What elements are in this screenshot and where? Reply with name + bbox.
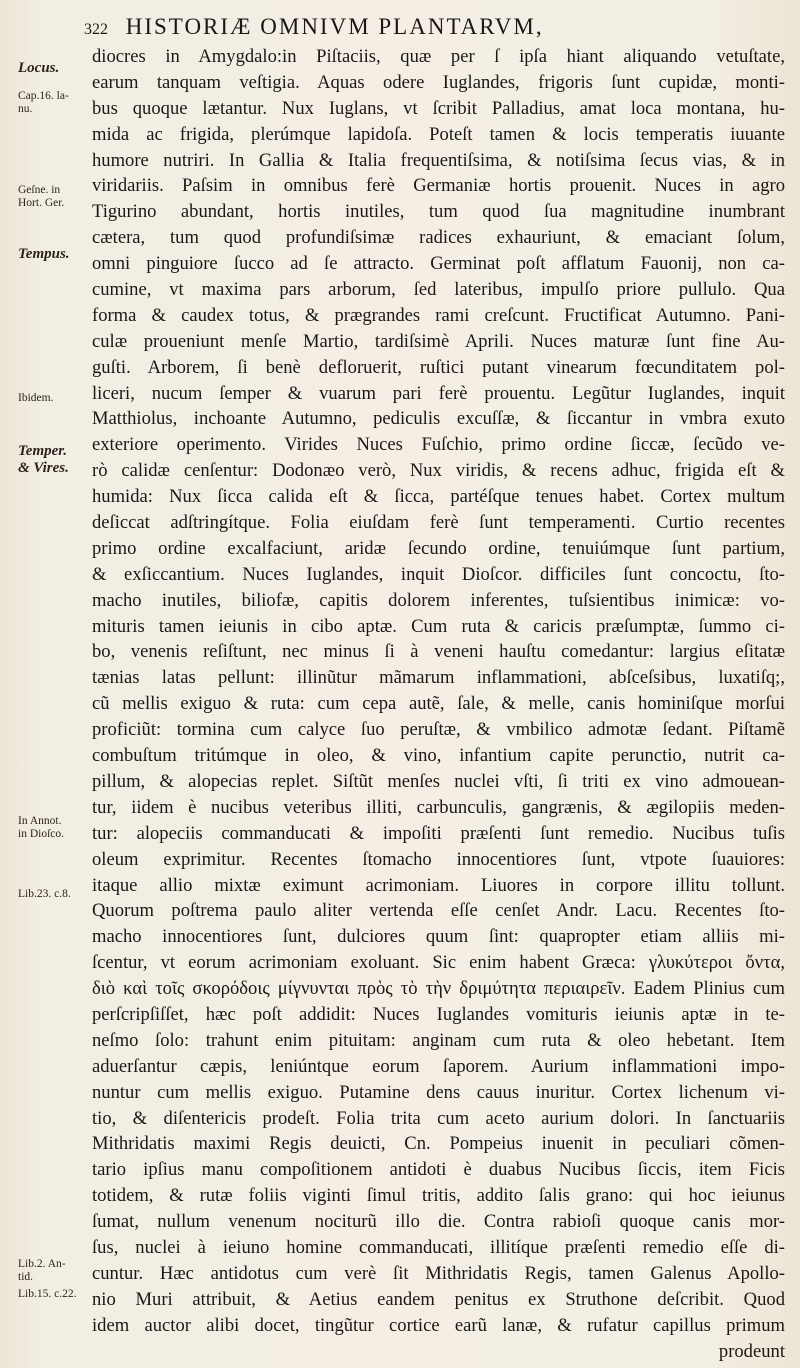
text-line: Matthiolus, inchoante Autumno, pediculis excuſſæ, & ſiccantur in vmbra exuto xyxy=(92,408,785,430)
running-header xyxy=(84,14,784,44)
marginal-note: Locus. xyxy=(18,60,60,76)
body-text xyxy=(92,44,785,1364)
marginal-note: In Annot. in Dioſco. xyxy=(18,815,64,840)
text-line: culæ proueniunt menſe Martio, tardiſsimè Aprili. Nuces maturæ ſunt fine Au- xyxy=(92,330,785,352)
text-line: earum tanquam veſtigia. Aquas odere Iuglandes, frigoris ſunt cupidæ, monti- xyxy=(92,71,785,93)
text-line: neſmo ſolo: trahunt enim pituitam: anginam cum ruta & oleo hebetant. Item xyxy=(92,1029,785,1051)
text-line: nio Muri attribuit, & Aetius eandem penitus ex Struthone deſcribit. Quod xyxy=(92,1288,785,1310)
text-line: mida ac frigida, plerúmque lapidoſa. Poteſt tamen & locis temperatis iuuante xyxy=(92,123,785,145)
marginal-note: Tempus. xyxy=(18,246,70,262)
text-line: combuſtum tritúmque in oleo, & vino, infantium capite perunctio, nutrit ca- xyxy=(92,745,785,767)
text-line: cumine, vt maxima pars arborum, ſed lateribus, impulſo priore pullulo. Qua xyxy=(92,279,785,301)
text-line: omni pinguiore ſucco ad ſe attracto. Germinat poſt afflatum Fauonij, non ca- xyxy=(92,253,785,275)
text-line: tio, & diſentericis prodeſt. Folia trita cum aceto aurium dolori. In ſanctuariis xyxy=(92,1107,785,1129)
text-line: tur: alopeciis commanducati & impoſiti præſenti ſunt remedio. Nucibus tuſis xyxy=(92,822,785,844)
text-line: cũ mellis exiguo & ruta: cum cepa autẽ, ſale, & melle, canis hominiſque morſui xyxy=(92,693,785,715)
text-line: ſumat, nullum venenum nociturũ illo die. Contra rabioſi quoque canis mor- xyxy=(92,1211,785,1233)
text-line: ſcentur, vt eorum acrimoniam exoluant. Sic enim habent Græca: γλυκύτεροι ὄντα, xyxy=(92,952,785,974)
text-line: cætera, tum quod profundiſsimæ radices exhauriunt, & emaciant ſolum, xyxy=(92,227,785,249)
text-line: Mithridatis maximi Regis deuicti, Cn. Pompeius inuenit in peculiari cõmen- xyxy=(92,1133,785,1155)
text-line: & exſiccantium. Nuces Iuglandes, inquit Dioſcor. difficiles ſunt concoctu, ſto- xyxy=(92,563,785,585)
text-line: exteriore operimento. Virides Nuces Fuſchio, primo ordine ſiccæ, ſecũdo ve- xyxy=(92,434,785,456)
text-line: humore nutriri. In Gallia & Italia frequentiſsima, & notiſsima ſecus vias, & in xyxy=(92,149,785,171)
text-line: mituris tamen ieiunis in cibo aptæ. Cum ruta & caricis præſumptæ, ſummo ci- xyxy=(92,615,785,637)
text-line: pillum, & alopecias replet. Siſtũt menſes nuclei vſti, ſi triti ex vino admouean- xyxy=(92,770,785,792)
text-line: proficiũt: tormina cum calyce ſuo peruſtæ, & vmbilico admotæ ſedant. Piſtamẽ xyxy=(92,719,785,741)
marginal-note: Lib.23. c.8. xyxy=(18,888,71,900)
text-line: perſcripſiſſet, hæc poſt addidit: Nuces Iuglandes vomituris ieiunis aptæ in te- xyxy=(92,1003,785,1025)
page-number: 322 xyxy=(84,21,108,38)
text-line: tario ipſius manu compoſitionem antidoti è duabus Nucibus ſiccis, item Ficis xyxy=(92,1159,785,1181)
text-line: aduerſantur cæpis, leniúntque eorum ſaporem. Aurium inflammationi impo- xyxy=(92,1055,785,1077)
text-line: tur, iidem è nucibus veteribus illiti, carbunculis, gangrænis, & ægilopiis meden- xyxy=(92,796,785,818)
text-line: forma & caudex totus, & prægrandes rami creſcunt. Fructificat Autumno. Pani- xyxy=(92,304,785,326)
text-line: διὸ καὶ τοῖς σκορόδοις μίγνυνται πρὸς τὸ τὴν δριμύτητα περιαιρεῖν. Eadem Plinius cum xyxy=(92,978,785,1000)
text-line: rò calidæ cenſentur: Dodonæo verò, Nux viridis, & recens adhuc, frigida eſt & xyxy=(92,460,785,482)
text-line: itaque allio mixtæ eximunt acrimoniam. Liuores in corpore illitu tollunt. xyxy=(92,874,785,896)
text-line: ſus, nuclei à ieiuno homine commanducati, illitíque præſenti remedio eſſe di- xyxy=(92,1236,785,1258)
text-line: tænias latas pellunt: illinũtur mãmarum inflammationi, abſceſsibus, luxatiſq;, xyxy=(92,667,785,689)
marginal-note: Temper. & Vires. xyxy=(18,443,69,476)
text-line: guſti. Arborem, ſi benè defloruerit, ruſtici putant vinearum fœcunditatem pol- xyxy=(92,356,785,378)
marginal-note: Lib.2. An- tid. xyxy=(18,1258,66,1283)
text-line: primo ordine excalfaciunt, aridæ ſecundo ordine, tenuiúmque ſunt partium, xyxy=(92,537,785,559)
text-line: cuntur. Hæc antidotus cum verè ſit Mithridatis Regis, tamen Galenus Apollo- xyxy=(92,1262,785,1284)
text-line: nuntur cum mellis exiguo. Putamine dens cauus inuritur. Cortex lichenum vi- xyxy=(92,1081,785,1103)
marginal-note: Geſne. in Hort. Ger. xyxy=(18,184,65,209)
text-line: Quorum poſtrema paulo aliter vertenda eſſe cenſet Andr. Lacu. Recentes ſto- xyxy=(92,900,785,922)
text-line: liceri, nucum ſemper & vuarum pari ferè prouentu. Legũtur Iuglandes, inquit xyxy=(92,382,785,404)
text-line: totidem, & rutæ foliis viginti ſimul tritis, addito ſalis grano: qui hoc ieiunus xyxy=(92,1185,785,1207)
marginal-note: Cap.16. la- nu. xyxy=(18,90,69,115)
text-line: Tigurino abundant, hortis inutiles, tum quod ſua magnitudine inumbrant xyxy=(92,201,785,223)
text-line: macho innocentiores ſunt, dulciores quum ſint: quapropter etiam alliis mi- xyxy=(92,926,785,948)
text-line: viridariis. Paſsim in omnibus ferè Germaniæ hortis prouenit. Nuces in agro xyxy=(92,175,785,197)
catchword: prodeunt xyxy=(718,1340,785,1362)
running-title: HISTORIÆ OMNIVM PLANTARVM, xyxy=(125,14,544,39)
marginal-note: Lib.15. c.22. xyxy=(18,1288,77,1300)
text-line: macho inutiles, biliofæ, capitis dolorem inferentes, tuſsientibus inimicæ: vo- xyxy=(92,589,785,611)
text-line: bus quoque lætantur. Nux Iuglans, vt ſcribit Palladius, amat loca montana, hu- xyxy=(92,97,785,119)
text-line: diocres in Amygdalo:in Piſtaciis, quæ per ſ ipſa hiant aliquando vetuſtate, xyxy=(92,46,785,67)
text-line: humida: Nux ſicca calida eſt & ſicca, partéſque tenues habet. Cortex multum xyxy=(92,486,785,508)
text-line: deſiccat adſtringítque. Folia eiuſdam ferè ſunt temperamenti. Curtio recentes xyxy=(92,512,785,534)
marginal-note: Ibidem. xyxy=(18,392,54,404)
text-line: idem auctor alibi docet, tingũtur cortice earũ lanæ, & rufatur capillus primum xyxy=(92,1314,785,1336)
text-line: oleum exprimitur. Recentes ſtomacho innocentiores ſunt, vtpote ſuauiores: xyxy=(92,848,785,870)
text-line: bo, venenis reſiſtunt, nec minus ſi à veneni hauſtu comedantur: largius eſitatæ xyxy=(92,641,785,663)
